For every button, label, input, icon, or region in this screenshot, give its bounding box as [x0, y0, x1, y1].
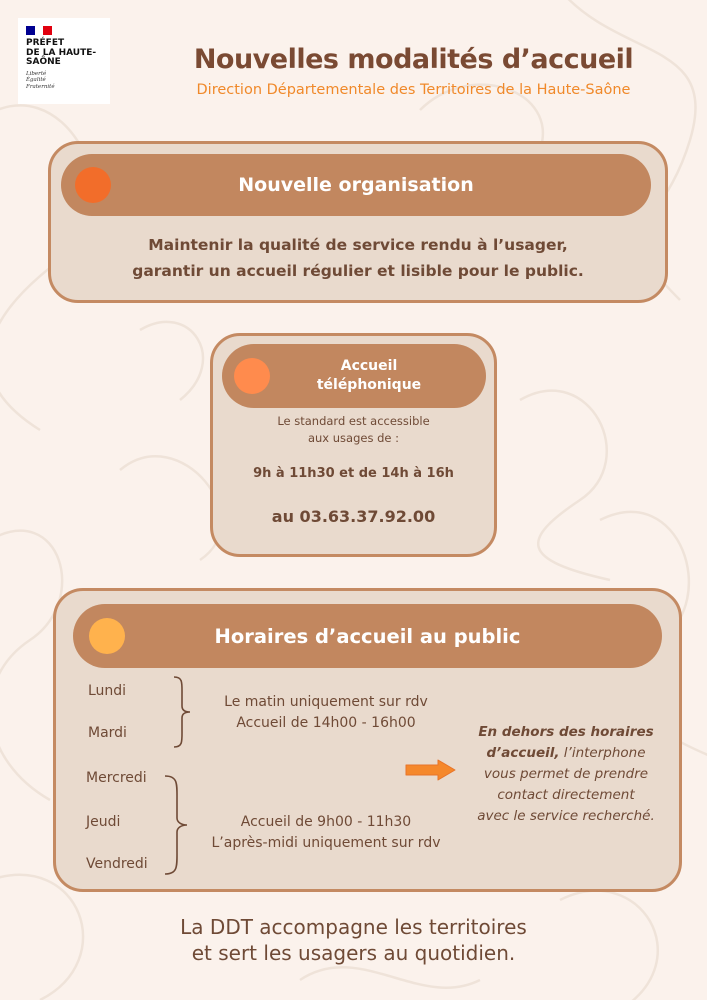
organisation-line1: Maintenir la qualité de service rendu à l’usager,	[148, 236, 568, 254]
footer-text	[0, 914, 707, 966]
schedule-group1	[196, 692, 456, 734]
telephone-intro	[213, 413, 494, 447]
note-line5: avec le service recherché.	[477, 808, 655, 824]
note-rest-line2: l’interphone	[559, 745, 646, 761]
french-flag-icon	[26, 26, 52, 35]
prefet-logo	[18, 18, 110, 104]
logo-text: PRÉFET DE LA HAUTE- SAÔNE	[26, 38, 97, 67]
telephone-hours: 9h à 11h30 et de 14h à 16h	[253, 466, 454, 481]
telephone-number[interactable]: au 03.63.37.92.00	[271, 507, 436, 526]
schedule-group2-line1: Accueil de 9h00 - 11h30	[240, 814, 412, 830]
schedule-group1-line1: Le matin uniquement sur rdv	[224, 694, 428, 710]
note-bold-line2: d’accueil,	[486, 745, 560, 761]
footer-line2: et sert les usagers au quotidien.	[191, 941, 516, 965]
day-vendredi: Vendredi	[86, 856, 148, 872]
day-mardi: Mardi	[88, 725, 127, 741]
day-jeudi: Jeudi	[86, 814, 121, 830]
brace-icon	[171, 675, 193, 749]
logo-motto: Liberté Égalité Fraternité	[26, 70, 55, 90]
horaires-heading: Horaires d’accueil au public	[214, 624, 521, 648]
page-subtitle: Direction Départementale des Territoires de la Haute-Saône	[196, 82, 631, 98]
arrow-right-icon	[404, 758, 458, 782]
day-lundi: Lundi	[88, 683, 127, 699]
organisation-header	[61, 154, 651, 216]
telephone-heading	[294, 357, 444, 395]
schedule-group1-line2: Accueil de 14h00 - 16h00	[236, 715, 416, 731]
note-line3: vous permet de prendre	[483, 766, 649, 782]
orange-dot-icon	[75, 167, 111, 203]
footer-line1: La DDT accompagne les territoires	[180, 915, 527, 939]
telephone-heading-line2: téléphonique	[316, 377, 422, 393]
organisation-text	[51, 232, 665, 284]
organisation-line2: garantir un accueil régulier et lisible pour le public.	[132, 262, 584, 280]
note-line4: contact directement	[497, 787, 635, 803]
yellow-dot-icon	[89, 618, 125, 654]
horaires-card	[53, 588, 682, 892]
telephone-heading-line1: Accueil	[340, 358, 398, 374]
interphone-note	[456, 722, 676, 827]
organisation-heading: Nouvelle organisation	[238, 174, 474, 196]
organisation-card	[48, 141, 668, 303]
page-title: Nouvelles modalités d’accueil	[193, 44, 634, 75]
telephone-card	[210, 333, 497, 557]
orange-dot-icon	[234, 358, 270, 394]
horaires-header	[73, 604, 662, 668]
telephone-header	[222, 344, 486, 408]
note-bold-line1: En dehors des horaires	[478, 724, 654, 740]
schedule-group2-line2: L’après-midi uniquement sur rdv	[211, 835, 441, 851]
day-mercredi: Mercredi	[86, 770, 147, 786]
telephone-intro-line1: Le standard est accessible	[277, 414, 430, 428]
telephone-intro-line2: aux usages de :	[307, 431, 400, 445]
schedule-group2	[186, 812, 466, 854]
